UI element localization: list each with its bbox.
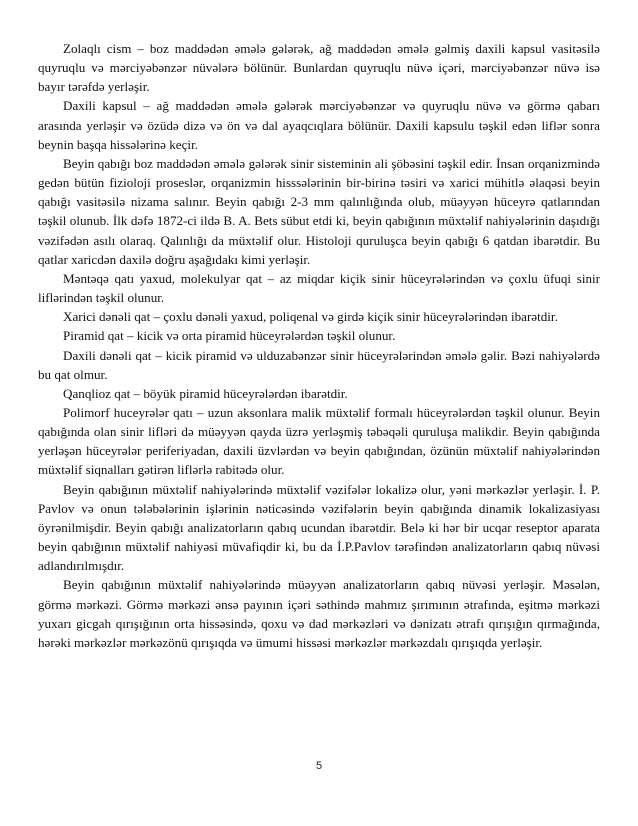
page-number: 5 bbox=[315, 760, 323, 772]
paragraph-xarici-deneli-qat: Xarici dənəli qat – çoxlu dənəli yaxud, poliqenal və girdə kiçik sinir hüceyrələrindən ibarətdir. bbox=[63, 309, 558, 325]
paragraph-qabiq-nuvesi: Beyin qabığının müxtəlif nahiyələrində müəyyən analizatorların qabıq nüvəsi yerləşir. Məsələn, görmə mərkəzi. Görmə mərkəzi ənsə payının içəri səthində mahmız şırımının ətrafında, eşitmə mərkəzi yuxarı gicgah qırışığının orta hissəsində, qoxu və dad mərkəzləri və dənizatı ətrafı qırışığın qırmağında, hərəki mərkəzlər mərkəzönü qırışıqda və ümumi hissəsi mərkəzlər mərkəzdalı qırışıqda yerləşir. bbox=[38, 577, 600, 650]
paragraph-molekulyar-qat: Məntəqə qatı yaxud, molekulyar qat – az miqdar kiçik sinir hüceyrələrindən və çoxlu üfuqi sinir liflərindən təşkil olunur. bbox=[38, 270, 600, 306]
paragraph-piramid-qat: Piramid qat – kicik və orta piramid hüceyrələrdən təşkil olunur. bbox=[63, 328, 396, 344]
paragraph-daxili-deneli-qat: Daxili dənəli qat – kicik piramid və ulduzabənzər sinir hüceyrələrindən əmələ gəlir. Bəzi nahiyələrdə bu qat olmur. bbox=[38, 347, 600, 382]
paragraph-qanqlioz-qat: Qanqlioz qat – böyük piramid hüceyrələrdən ibarətdir. bbox=[63, 385, 348, 401]
paragraph-beyin-qabigi: Beyin qabığı boz maddədən əmələ gələrək sinir sisteminin ali şöbəsini təşkil edir. İnsan orqanizmində gedən bütün fizioloji proseslər, orqanizmin hisssələrinin bir-birinə təsiri və xarici mühitlə əlaqəsi beyin qabığı vasitəsilə nizama salınır. Beyin qabığı 2-3 mm qalınlığında olub, müəyyən hüceyrə qatlarından təşkil olunub. İlk dəfə 1872-ci ildə B. A. Bets sübut etdi ki, beyin qabığının müxtəlif nahiyələrinin daşıdığı vəzifədən asılı olaraq. Qalınlığı da müxtəlif olur. Histoloji quruluşca beyin qabığı 6 qatdan ibarətdir. Bu qatlar xaricdən daxilə doğru aşağıdakı kimi yerləşir. bbox=[38, 155, 600, 267]
paragraph-lokalizasiya: Beyin qabığının müxtəlif nahiyələrində müxtəlif vəzifələr lokalizə olur, yəni mərkəzlər yerləşir. İ. P. Pavlov və onun tələbələrinin işlərinin nəticəsində vəzifələrin beyin qabığında dinamik lokalizasiyası öyrənilmişdir. Beyin qabığı analizatorların qabıq ucundan ibarətdir. Belə ki hər bir ucqar reseptor aparata beyin qabığının müxtəlif nahiyəsi müvafiqdir ki, bu da İ.P.Pavlov tərəfindən analizatorların qabıq nüvəsi adlandırılmışdır. bbox=[38, 481, 600, 574]
paragraph-polimorf-qat: Polimorf huceyrələr qatı – uzun aksonlara malik müxtəlif formalı hüceyrələrdən təşkil olunur. Beyin qabığında olan sinir lifləri də müəyyən qayda üzrə yerləşmiş təbəqəli quruluşa malikdir. Beyin qabığında yerləşən hüceyrələr periferiyadan, daxili üzvlərdən və beyin qabığından, özünün müxtəlif nahiyələrindən müxtəlif siqnalları gətirən liflərlə rabitədə olur. bbox=[38, 404, 600, 478]
paragraph-zolaqli-cism: Zolaqlı cism – boz maddədən əmələ gələrək, ağ maddədən əmələ gəlmiş daxili kapsul vasitəsilə quyruqlu və mərciyəbənzər nüvələrə bölünür. Bunlardan quyruqlu nüvə içəri, mərciyəbənzər nüvə isə bayır tərəfdə yerləşir. bbox=[38, 41, 600, 95]
paragraph-daxili-kapsul: Daxili kapsul – ağ maddədən əmələ gələrək mərciyəbənzər və quyruqlu nüvə və görmə qabarı arasında yerləşir və özüdə dizə və ön və dal ayaqcıqlara bölünür. Daxili kapsulu təşkil edən liflər sonra beynin başqa hissələrinə keçir. bbox=[38, 98, 600, 152]
body-text bbox=[38, 39, 600, 652]
